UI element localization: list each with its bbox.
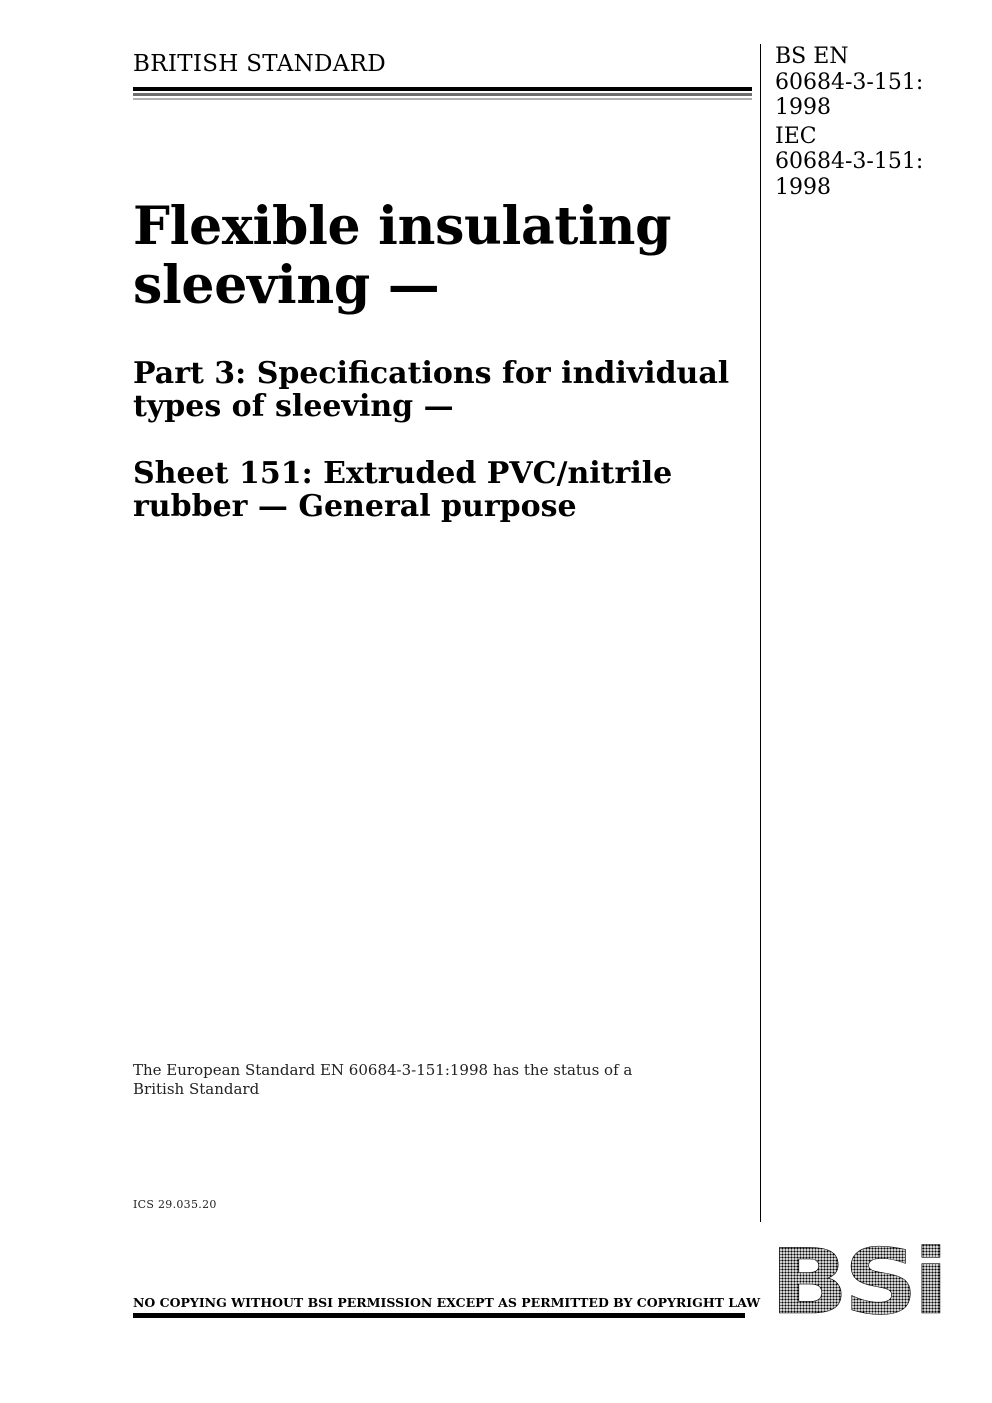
bsi-logo [769,1244,946,1318]
status-note-line: The European Standard EN 60684-3-151:1998 has the status of a [133,1061,633,1079]
part-title [133,357,743,423]
title-line: sleeving — [133,255,440,316]
bs-en-number-line: BS EN [775,44,849,69]
bs-en-year: 1998 [775,95,831,120]
footer-rule [133,1313,745,1318]
iec-year: 1998 [775,174,831,200]
document-title [133,197,743,315]
sheet-title-line: rubber — General purpose [133,489,577,524]
document-type-label: BRITISH STANDARD [133,51,387,77]
header-rule-thick [133,87,752,91]
bsi-logo-text: BSi [770,1244,944,1318]
bs-en-number-line: 60684-3-151: [775,69,924,95]
title-line: Flexible insulating [133,196,672,257]
status-note [133,1061,693,1099]
iec-number-line: 60684-3-151: [775,149,924,174]
part-title-line: Part 3: Specifications for individual [133,356,730,391]
margin-divider [760,44,761,1222]
standard-numbers [775,44,923,200]
header-rule-gray [133,93,752,96]
status-note-line: British Standard [133,1080,260,1098]
sheet-title [133,457,743,523]
copyright-notice: NO COPYING WITHOUT BSI PERMISSION EXCEPT AS PERMITTED BY COPYRIGHT LAW [133,1295,761,1310]
part-title-line: types of sleeving — [133,389,454,424]
iec-number-line: IEC [775,123,817,149]
sheet-title-line: Sheet 151: Extruded PVC/nitrile [133,456,673,491]
ics-code: ICS 29.035.20 [133,1198,217,1211]
header-rule-light [133,98,752,100]
